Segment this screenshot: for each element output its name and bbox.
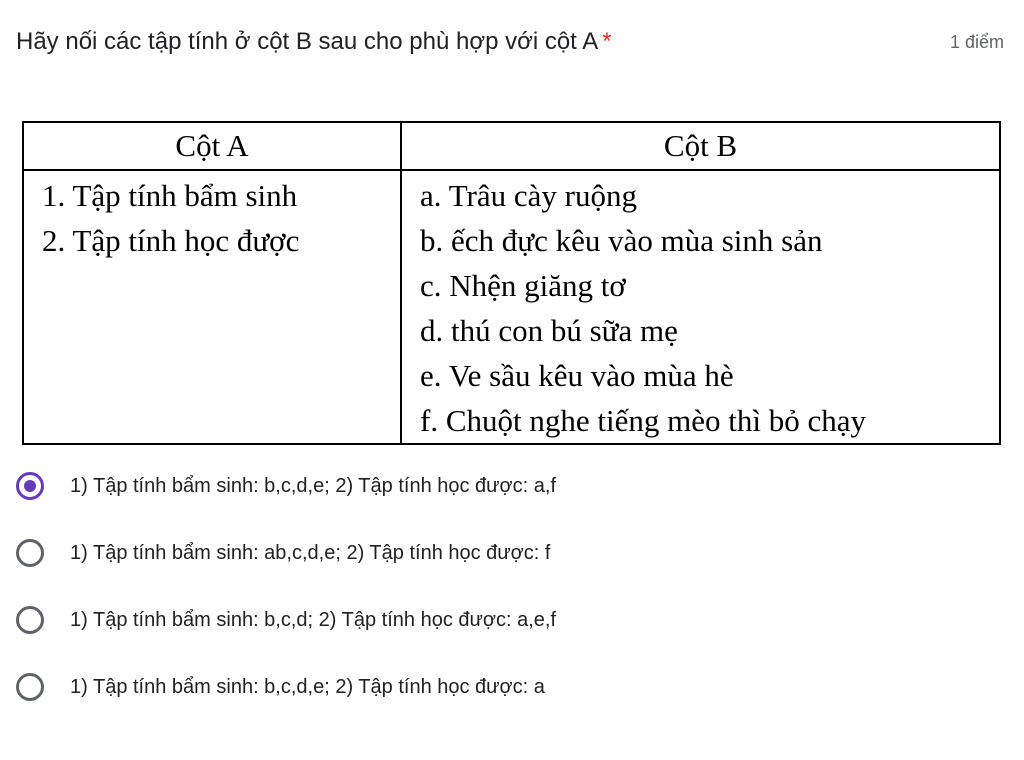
answer-option-4[interactable] (16, 667, 545, 707)
answer-option-2[interactable] (16, 533, 550, 573)
answer-option-label: 1) Tập tính bẩm sinh: ab,c,d,e; 2) Tập tính học được: f (70, 541, 551, 564)
column-b-item: f. Chuột nghe tiếng mèo thì bỏ chạy (420, 403, 866, 438)
required-mark: * (602, 28, 612, 55)
column-a-item: 2. Tập tính học được (42, 223, 300, 258)
question-image (22, 121, 999, 438)
column-b-item: d. thú con bú sữa mẹ (420, 313, 678, 348)
column-b-item: b. ếch đực kêu vào mùa sinh sản (420, 223, 823, 258)
header-column-a: Cột A (23, 122, 401, 170)
header-column-b: Cột B (401, 122, 1000, 170)
answer-option-1[interactable] (16, 466, 556, 506)
column-a-cell (23, 170, 401, 444)
points-label: 1 điểm (949, 32, 1004, 52)
radio-button-icon[interactable] (16, 539, 44, 567)
question-title-text: Hãy nối các tập tính ở cột B sau cho phù hợp với cột A (16, 28, 599, 55)
column-b-item: a. Trâu cày ruộng (420, 178, 637, 213)
table-header-row (23, 122, 1000, 170)
table-body-row (23, 170, 1000, 444)
column-a-item: 1. Tập tính bẩm sinh (42, 178, 298, 213)
answer-option-label: 1) Tập tính bẩm sinh: b,c,d; 2) Tập tính học được: a,e,f (70, 608, 557, 631)
radio-button-icon[interactable] (16, 472, 44, 500)
answer-option-label: 1) Tập tính bẩm sinh: b,c,d,e; 2) Tập tính học được: a,f (70, 474, 557, 497)
column-b-cell (401, 170, 1000, 444)
answer-option-3[interactable] (16, 600, 556, 640)
question-title (16, 26, 612, 58)
radio-button-icon[interactable] (16, 673, 44, 701)
column-b-item: c. Nhện giăng tơ (420, 268, 626, 303)
column-b-item: e. Ve sầu kêu vào mùa hè (420, 358, 734, 393)
radio-button-icon[interactable] (16, 606, 44, 634)
matching-table (22, 121, 1001, 445)
answer-option-label: 1) Tập tính bẩm sinh: b,c,d,e; 2) Tập tính học được: a (70, 675, 545, 698)
